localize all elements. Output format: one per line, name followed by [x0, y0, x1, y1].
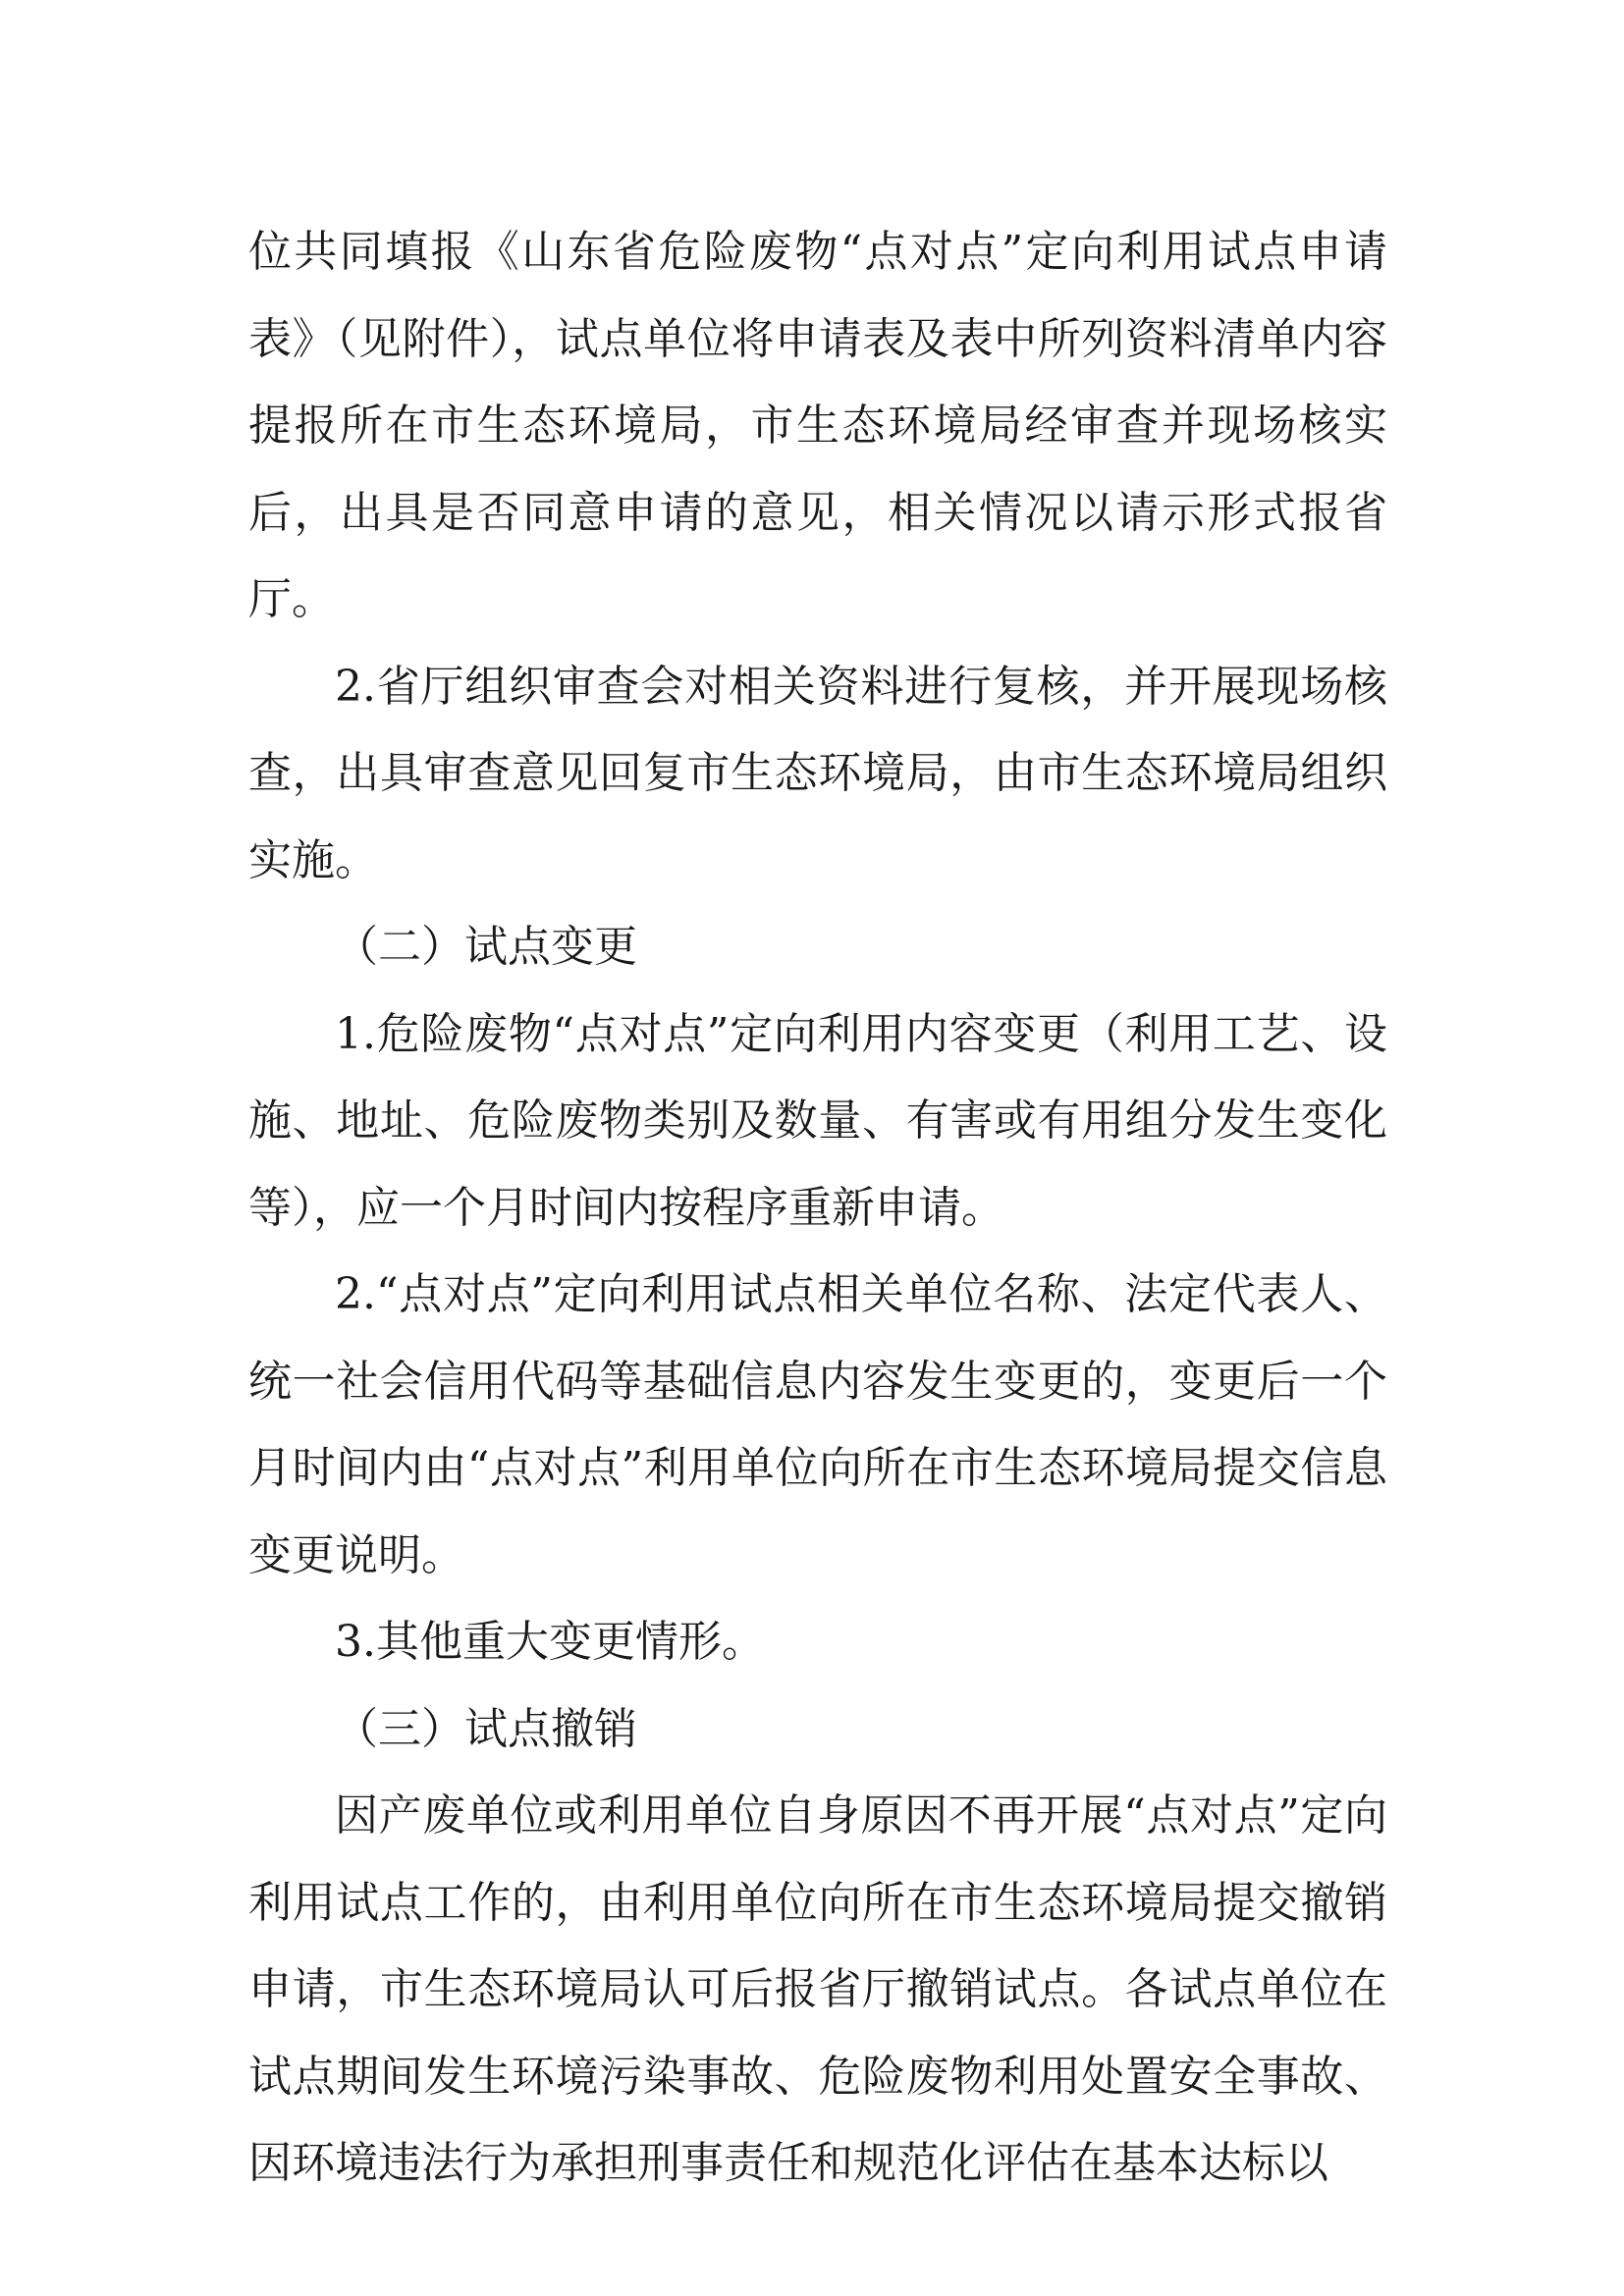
paragraph-review-item-2: 2.省厅组织审查会对相关资料进行复核，并开展现场核查，出具审查意见回复市生态环境局，由市生态环境局组织实施。 — [248, 661, 1387, 885]
paragraph-application-continuation: 位共同填报《山东省危险废物“点对点”定向利用试点申请表》（见附件），试点单位将申请表及表中所列资料清单内容提报所在市生态环境局，市生态环境局经审查并现场核实后，出具是否同意申请的意见，相关情况以请示形式报省厅。 — [248, 227, 1387, 624]
paragraph-change-item-2: 2.“点对点”定向利用试点相关单位名称、法定代表人、统一社会信用代码等基础信息内容发生变更的，变更后一个月时间内由“点对点”利用单位向所在市生态环境局提交信息变更说明。 — [248, 1269, 1387, 1580]
paragraph-revocation: 因产废单位或利用单位自身原因不再开展“点对点”定向利用试点工作的，由利用单位向所在市生态环境局提交撤销申请，市生态环境局认可后报省厅撤销试点。各试点单位在试点期间发生环境污染事故、危险废物利用处置安全事故、因环境违法行为承担刑事责任和规范化评估在基本达标以 — [248, 1790, 1387, 2188]
paragraph-change-item-1: 1.危险废物“点对点”定向利用内容变更（利用工艺、设施、地址、危险废物类别及数量、有害或有用组分发生变化等），应一个月时间内按程序重新申请。 — [248, 1008, 1387, 1233]
paragraph-change-item-3: 3.其他重大变更情形。 — [335, 1617, 765, 1667]
section-heading-pilot-revocation: （三）试点撤销 — [335, 1703, 637, 1754]
section-heading-pilot-change: （二）试点变更 — [335, 922, 637, 972]
document-body — [248, 209, 1387, 2208]
